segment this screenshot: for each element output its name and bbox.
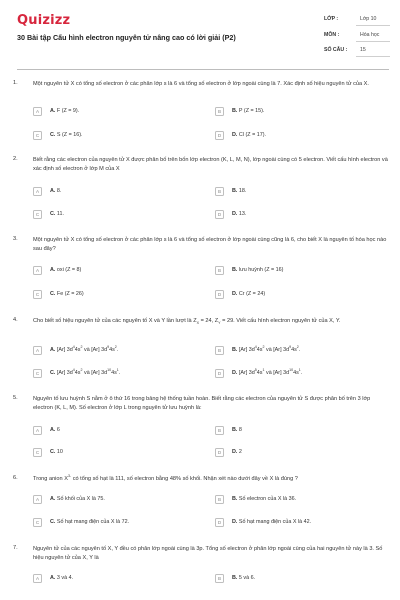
option-text: 18. <box>238 188 247 194</box>
option-text: 13. <box>238 211 247 217</box>
question-text: Trong anion $X^{3-}$ có tổng số hạt là 111, số electron bằng 48% số khối. Nhận xét nào dưới đây về X là đúng ? <box>33 474 298 482</box>
question-number: 7. <box>13 545 18 551</box>
question-number: 2. <box>13 156 18 162</box>
option-label: A. <box>50 575 56 581</box>
option-letter-box: C <box>33 369 42 378</box>
option-letter-box: C <box>33 518 42 527</box>
question-text: Một nguyên tử X có tổng số electron ở các phân lớp s là 6 và tổng số electron ở lớp ngoài cùng là 7. Xác định số hiệu nguyên tử của X. <box>33 81 369 87</box>
option-text: [Ar] $3d^44s^2$ và [Ar] $3d^94s^2$. <box>238 345 301 353</box>
option-letter-box: B <box>215 495 224 504</box>
meta-underline <box>356 56 390 57</box>
question-number: 1. <box>13 80 18 86</box>
quizizz-logo: Quizizz <box>17 13 71 28</box>
meta-subject-label: MÔN : <box>324 32 340 38</box>
option-label: C. <box>50 211 56 217</box>
meta-count-value: 15 <box>360 47 366 53</box>
option-letter-box: D <box>215 131 224 140</box>
option-letter-box: D <box>215 210 224 219</box>
option-letter-box: B <box>215 574 224 583</box>
question-number: 6. <box>13 475 18 481</box>
option-letter-box: B <box>215 187 224 196</box>
question-text: Cho biết số hiệu nguyên tử của các nguyên tố X và Y lần lượt là $Z_X = 24$, $Z_Y = 29$. Viết cấu hình electron nguyên tử của X, Y. <box>33 318 341 326</box>
option-text: Số hạt mang điện của X là 72. <box>56 519 130 525</box>
option-label: A. <box>50 496 56 502</box>
option-text: [Ar] $3d^54s^1$ và [Ar] $3d^{10}4s^1$. <box>238 368 303 376</box>
question-text: Nguyên tử của các nguyên tố X, Y đều có phân lớp ngoài cùng là 3p. Tổng số electron ở phân lớp ngoài cùng của hai nguyên tử này là 3. Số hiệu nguyên tử của X, Y là <box>33 546 383 561</box>
option-label: C. <box>50 519 56 525</box>
option-letter-box: A <box>33 107 42 116</box>
option-text: lưu huỳnh (Z = 16) <box>238 267 284 273</box>
option-text: Cr (Z = 24) <box>238 291 266 297</box>
option-label: C. <box>50 291 56 297</box>
option-text: Cl (Z = 17). <box>238 132 267 138</box>
document-header <box>0 0 400 68</box>
option-letter-box: A <box>33 426 42 435</box>
option-label: C. <box>50 370 56 376</box>
question-text: Một nguyên tử X có tổng số electron ở các phân lớp s là 6 và tổng số electron ở lớp ngoài cùng cũng là 6, cho biết X là nguyên tố hóa học nào sau đây? <box>33 237 387 252</box>
option-label: B. <box>232 267 238 273</box>
option-text: 5 và 6. <box>238 575 256 581</box>
option-letter-box: D <box>215 518 224 527</box>
option-text: P (Z = 15). <box>238 108 265 114</box>
option-letter-box: B <box>215 107 224 116</box>
option-text: Số hạt mang điện của X là 42. <box>238 519 312 525</box>
meta-subject-value: Hóa học <box>360 32 380 38</box>
option-letter-box: B <box>215 426 224 435</box>
option-text: Số electron của X là 36. <box>238 496 297 502</box>
meta-grade-label: LỚP : <box>324 16 339 22</box>
option-label: D. <box>232 211 238 217</box>
option-letter-box: A <box>33 187 42 196</box>
option-text: S (Z = 16). <box>56 132 83 138</box>
option-label: D. <box>232 370 238 376</box>
option-letter-box: C <box>33 448 42 457</box>
option-label: B. <box>232 427 238 433</box>
option-label: B. <box>232 108 238 114</box>
document-title: 30 Bài tập Cấu hình electron nguyên tử nâng cao có lời giải (P2) <box>17 33 236 42</box>
option-label: B. <box>232 496 238 502</box>
option-label: C. <box>50 449 56 455</box>
question-number: 3. <box>13 236 18 242</box>
option-text: 8 <box>238 427 242 433</box>
option-letter-box: B <box>215 346 224 355</box>
option-text: 8. <box>56 188 62 194</box>
option-label: A. <box>50 108 56 114</box>
question-number: 5. <box>13 395 18 401</box>
option-letter-box: C <box>33 131 42 140</box>
option-text: 11. <box>56 211 64 217</box>
option-label: B. <box>232 188 238 194</box>
option-text: 3 và 4. <box>56 575 74 581</box>
option-text: 2 <box>238 449 242 455</box>
option-letter-box: A <box>33 346 42 355</box>
option-label: A. <box>50 347 56 353</box>
meta-underline <box>356 41 390 42</box>
question-text: Nguyên tố lưu huỳnh S nằm ở ô thứ 16 trong bảng hệ thống tuần hoàn. Biết rằng các electron của nguyên tử S được phân bố trên 3 lớp electron (K, L, M). Số electron ở lớp L trong nguyên tử lưu huỳnh là: <box>33 396 371 411</box>
option-letter-box: A <box>33 266 42 275</box>
option-label: B. <box>232 347 238 353</box>
option-letter-box: A <box>33 495 42 504</box>
meta-underline <box>356 25 390 26</box>
option-label: D. <box>232 519 238 525</box>
option-text: F (Z = 9). <box>56 108 80 114</box>
option-letter-box: A <box>33 574 42 583</box>
option-label: A. <box>50 427 56 433</box>
question-text: Biết rằng các electron của nguyên tử X được phân bố trên bốn lớp electron (K, L, M, N), lớp ngoài cùng có 5 electron. Viết cấu hình electron và xác định số electron ở lớp M của X <box>33 157 388 172</box>
meta-count-label: SỐ CÂU : <box>324 47 348 53</box>
option-letter-box: B <box>215 266 224 275</box>
option-letter-box: D <box>215 290 224 299</box>
option-label: B. <box>232 575 238 581</box>
option-label: D. <box>232 291 238 297</box>
option-label: A. <box>50 188 56 194</box>
header-divider <box>17 69 389 70</box>
option-label: D. <box>232 449 238 455</box>
option-text: oxi (Z = 8) <box>56 267 82 273</box>
question-number: 4. <box>13 317 18 323</box>
option-letter-box: D <box>215 369 224 378</box>
option-label: C. <box>50 132 56 138</box>
option-text: 6 <box>56 427 60 433</box>
option-letter-box: C <box>33 210 42 219</box>
meta-grade-value: Lớp 10 <box>360 16 377 22</box>
option-text: Số khối của X là 75. <box>56 496 105 502</box>
option-text: [Ar] $3d^44s^2$ và [Ar] $3d^94s^2$. <box>56 345 119 353</box>
option-letter-box: D <box>215 448 224 457</box>
option-letter-box: C <box>33 290 42 299</box>
option-label: D. <box>232 132 238 138</box>
option-label: A. <box>50 267 56 273</box>
option-text: 10 <box>56 449 63 455</box>
option-text: [Ar] $3d^44s^2$ và [Ar] $3d^{10}4s^1$. <box>56 368 121 376</box>
option-text: Fe (Z = 26) <box>56 291 84 297</box>
